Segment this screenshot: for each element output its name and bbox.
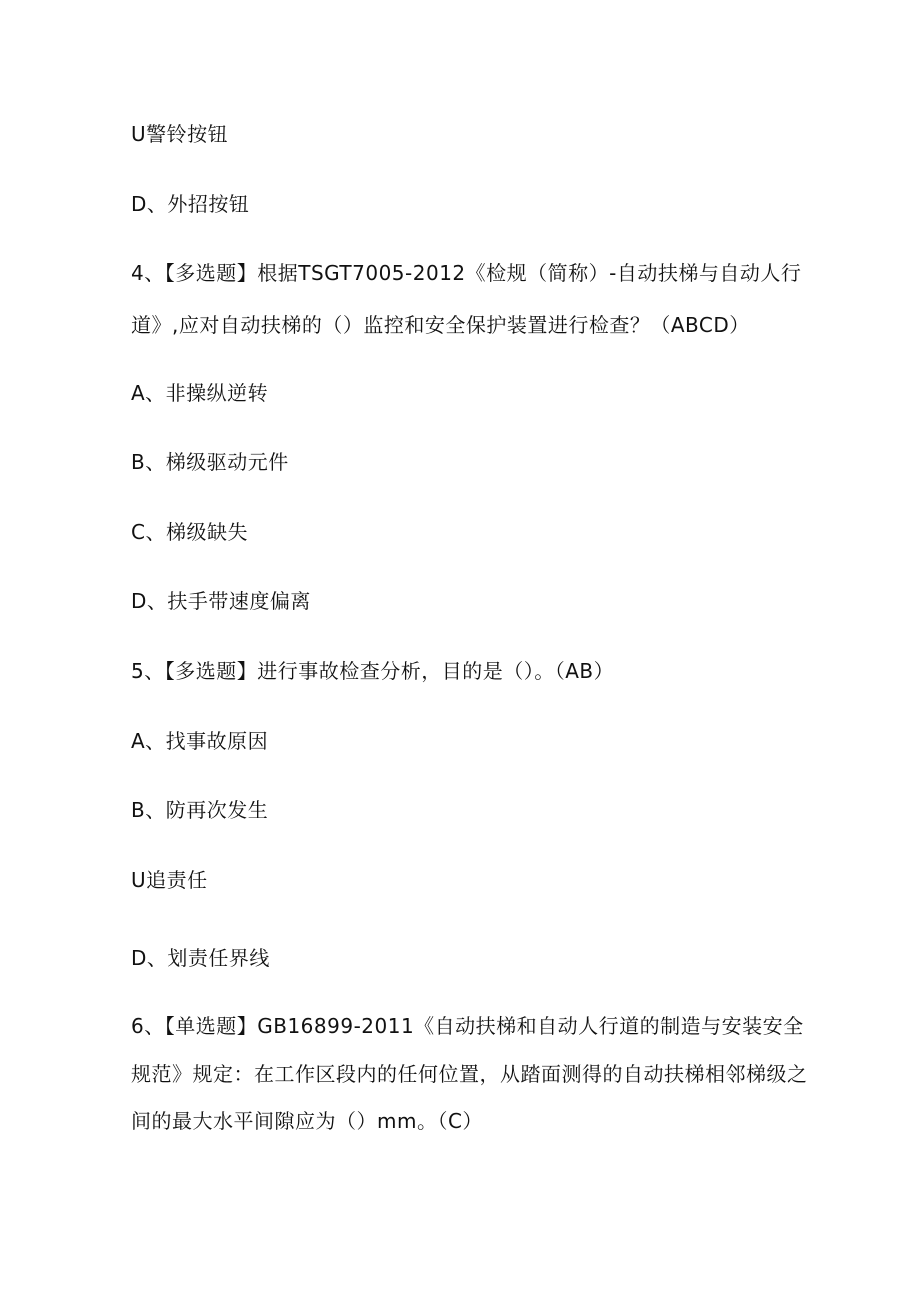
question-5-option-c: U追责任 — [131, 868, 208, 892]
option-d-hall-call-button: D、外招按钮 — [131, 192, 250, 216]
question-5-option-a: A、找事故原因 — [131, 729, 269, 753]
question-4-option-a: A、非操纵逆转 — [131, 381, 269, 405]
question-5-option-b: B、防再次发生 — [131, 798, 269, 822]
question-5: 5、【多选题】进行事故检查分析，目的是（）。（AB） — [131, 659, 615, 683]
question-4-option-d: D、扶手带速度偏离 — [131, 589, 311, 613]
question-4-line-1: 4、【多选题】根据TSGT7005-2012《检规（简称）-自动扶梯与自动人行 — [131, 261, 802, 285]
question-6-line-1: 6、【单选题】GB16899-2011《自动扶梯和自动人行道的制造与安装安全 — [131, 1014, 804, 1038]
question-6-line-3: 间的最大水平间隙应为（）mm。（C） — [131, 1109, 483, 1133]
question-5-option-d: D、划责任界线 — [131, 946, 270, 970]
question-6-line-2: 规范》规定：在工作区段内的任何位置，从踏面测得的自动扶梯相邻梯级之 — [131, 1062, 808, 1086]
question-4-line-2: 道》,应对自动扶梯的（）监控和安全保护装置进行检查？（ABCD） — [131, 313, 750, 337]
question-4-option-c: C、梯级缺失 — [131, 520, 248, 544]
option-c-alarm-button: U警铃按钮 — [131, 122, 229, 146]
question-4-option-b: B、梯级驱动元件 — [131, 450, 289, 474]
